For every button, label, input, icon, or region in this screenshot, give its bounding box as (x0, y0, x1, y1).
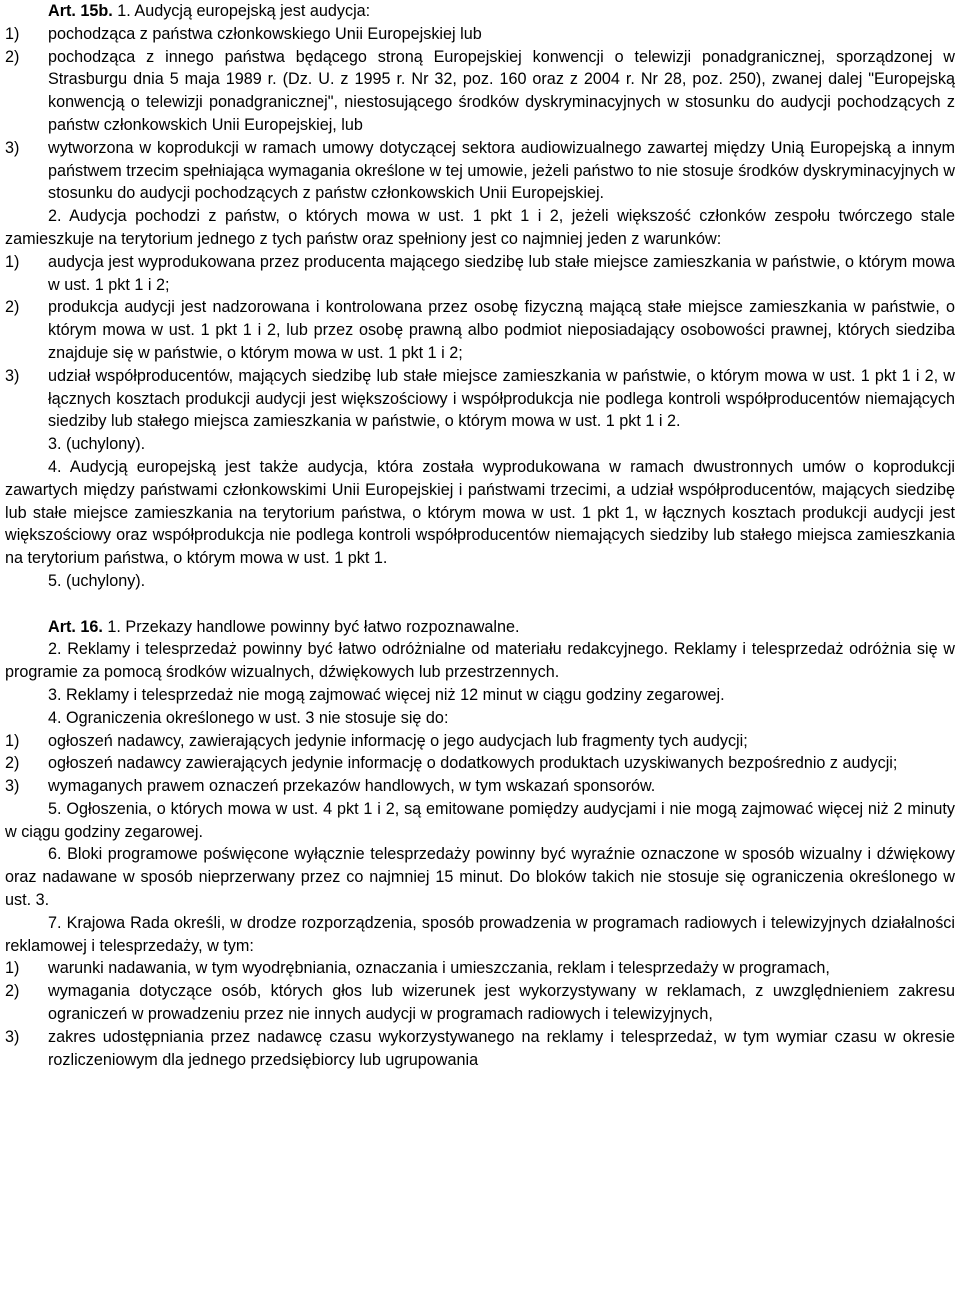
paragraph-text: Ograniczenia określonego w ust. 3 nie stosuje się do: (66, 708, 449, 727)
paragraph-text: Audycją europejską jest także audycja, która została wyprodukowana w ramach dwustronnych umów o koprodukcji zawartych między państwami członkowskimi Unii Europejskiej i państwami trzecimi, a udział współproducentów, mających siedzibę lub stałe miejsce zamieszkania na terytorium państwa, o którym mowa w ust. 1 pkt 1, w łącznych kosztach produkcji audycji jest większościowy oraz współprodukcja nie podlega kontroli współproducentów niemających siedziby lub stałego miejsca zamieszkania na terytorium państwa, o którym mowa w ust. 1 pkt 1. (5, 457, 956, 568)
paragraph (5, 912, 955, 958)
paragraph-number: 7. (48, 913, 62, 932)
list-item-number: 3) (5, 366, 20, 385)
list-item-text: produkcja audycji jest nadzorowana i kontrolowana przez osobę fizyczną mającą stałe miejsce zamieszkania w państwie, o którym mowa w ust. 1 pkt 1 i 2, lub przez osobę prawną albo podmiot nieposiadający osobowości prawnej, których siedziba znajduje się w państwie, o którym mowa w ust. 1 pkt 1 i 2; (48, 298, 955, 362)
list-item (5, 365, 955, 433)
list-item-text: wytworzona w koprodukcji w ramach umowy dotyczącej sektora audiowizualnego zawartej między Unią Europejską a innym państwem trzecim spełniająca wymagania określone w tej umowie, jeżeli państwo to nie stosuje środków dyskryminacyjnych w stosunku do audycji pochodzących z państw członkowskich Unii Europejskiej. (48, 138, 955, 203)
paragraph-number: 5. (48, 799, 62, 818)
list-item-number: 1) (5, 959, 20, 978)
paragraph-text: Audycją europejską jest audycja: (134, 2, 371, 20)
list-item-number: 2) (5, 754, 20, 773)
list-item-number: 2) (5, 47, 20, 66)
list-item (5, 137, 955, 205)
list-item-number: 3) (5, 777, 20, 796)
paragraph-number: 2. (48, 207, 62, 226)
paragraph (5, 798, 955, 844)
paragraph (5, 433, 955, 456)
paragraph-text: Przekazy handlowe powinny być łatwo rozpoznawalne. (125, 617, 520, 636)
list-item-number: 1) (5, 24, 20, 43)
list-item (5, 775, 955, 798)
paragraph-number: 3. (48, 435, 62, 454)
list-item-number: 1) (5, 252, 20, 271)
paragraph-number: 6. (48, 845, 62, 864)
paragraph-number: 2. (48, 640, 62, 659)
list-item (5, 296, 955, 364)
list-item-text: pochodząca z innego państwa będącego stroną Europejskiej konwencji o telewizji ponadgranicznej, sporządzonej w Strasburgu dnia 5 maja 1989 r. (Dz. U. z 1995 r. Nr 32, poz. 160 oraz z 2004 r. Nr 28, poz. 250), zwanej dalej "Europejską konwencją o telewizji ponadgranicznej", niestosującego środków dyskryminacyjnych w stosunku do audycji pochodzących z państw członkowskich Unii Europejskiej, lub (48, 47, 955, 134)
list-item-number: 1) (5, 731, 20, 750)
list-item-text: audycja jest wyprodukowana przez producenta mającego siedzibę lub stałe miejsce zamieszkania w państwie, o którym mowa w ust. 1 pkt 1 i 2; (48, 252, 955, 294)
paragraph (5, 707, 955, 730)
list-item-text: wymagania dotyczące osób, których głos lub wizerunek jest wykorzystywany w reklamach, z uwzględnieniem zakresu ograniczeń w prowadzeniu przez nie innych audycji w programach radiowych i telewizyjnych, (48, 982, 955, 1024)
list-item-text: ogłoszeń nadawcy, zawierających jedynie informację o jego audycjach lub fragmenty tych audycji; (48, 731, 748, 750)
article-label: Art. 15b. (48, 2, 113, 20)
paragraph-text: Ogłoszenia, o których mowa w ust. 4 pkt 1 i 2, są emitowane pomiędzy audycjami i nie mogą zajmować więcej niż 2 minuty w ciągu godziny zegarowej. (5, 799, 955, 841)
list-item-number: 2) (5, 982, 20, 1001)
list-item (5, 23, 955, 46)
list-item (5, 980, 955, 1026)
paragraph-number: 4. (48, 708, 62, 727)
list-item-text: warunki nadawania, w tym wyodrębniania, oznaczania i umieszczania, reklam i telesprzedaży w programach, (48, 959, 830, 978)
list-item (5, 46, 955, 137)
paragraph-text: Bloki programowe poświęcone wyłącznie telesprzedaży powinny być wyraźnie oznaczone w sposób wizualny i dźwiękowy oraz nadawane w sposób nieprzerwany przez co najmniej 15 minut. Do bloków takich nie stosuje się ograniczenia określonego w ust. 3. (5, 845, 955, 910)
list-item (5, 957, 955, 980)
paragraph (5, 205, 955, 251)
list-item (5, 1026, 955, 1072)
paragraph (5, 638, 955, 684)
paragraph-text: Reklamy i telesprzedaż powinny być łatwo odróżnialne od materiału redakcyjnego. Reklamy i telesprzedaż odróżnia się w programie za pomocą środków wizualnych, dźwiękowych lub przestrzennych. (5, 640, 955, 682)
paragraph-number: 1. (107, 617, 121, 636)
list-item-number: 3) (5, 1027, 20, 1046)
paragraph (5, 616, 955, 639)
article-16 (5, 616, 955, 1072)
paragraph-number: 4. (48, 457, 62, 476)
list-item-text: pochodząca z państwa członkowskiego Unii Europejskiej lub (48, 24, 482, 43)
article-label: Art. 16. (48, 617, 103, 636)
paragraph-number: 1. (117, 2, 131, 20)
paragraph-number: 3. (48, 685, 62, 704)
article-15b (5, 0, 955, 593)
list-item-number: 3) (5, 138, 20, 157)
list-item (5, 251, 955, 297)
list-item-text: ogłoszeń nadawcy zawierających jedynie informację o dodatkowych produktach uzyskiwanych bezpośrednio z audycji; (48, 754, 898, 773)
paragraph-text: Krajowa Rada określi, w drodze rozporządzenia, sposób prowadzenia w programach radiowych i telewizyjnych działalności reklamowej i telesprzedaży, w tym: (5, 913, 955, 955)
paragraph-number: 5. (48, 571, 62, 590)
list-item (5, 752, 955, 775)
paragraph-text: (uchylony). (66, 571, 146, 590)
paragraph-text: Reklamy i telesprzedaż nie mogą zajmować więcej niż 12 minut w ciągu godziny zegarowej. (66, 685, 725, 704)
list-item-number: 2) (5, 298, 20, 317)
section-gap (5, 593, 955, 616)
paragraph (5, 0, 955, 23)
list-item (5, 730, 955, 753)
list-item-text: wymaganych prawem oznaczeń przekazów handlowych, w tym wskazań sponsorów. (48, 777, 656, 796)
paragraph (5, 843, 955, 911)
paragraph-text: (uchylony). (66, 435, 146, 454)
list-item-text: zakres udostępniania przez nadawcę czasu wykorzystywanego na reklamy i telesprzedaż, w tym wymiar czasu w okresie rozliczeniowym dla jednego przedsiębiorcy lub ugrupowania (48, 1027, 955, 1069)
paragraph (5, 456, 955, 570)
paragraph-text: Audycja pochodzi z państw, o których mowa w ust. 1 pkt 1 i 2, jeżeli większość członków zespołu twórczego stale zamieszkuje na terytorium jednego z tych państw oraz spełniony jest co najmniej jeden z warunków: (5, 207, 955, 248)
list-item-text: udział współproducentów, mających siedzibę lub stałe miejsce zamieszkania w państwie, o którym mowa w ust. 1 pkt 1 i 2, w łącznych kosztach produkcji audycji jest większościowy i współprodukcja nie podlega kontroli współproducentów niemających siedziby lub stałego miejsca zamieszkania w państwie, o którym mowa w ust. 1 pkt 1 i 2. (48, 366, 955, 431)
paragraph (5, 684, 955, 707)
paragraph (5, 570, 955, 593)
